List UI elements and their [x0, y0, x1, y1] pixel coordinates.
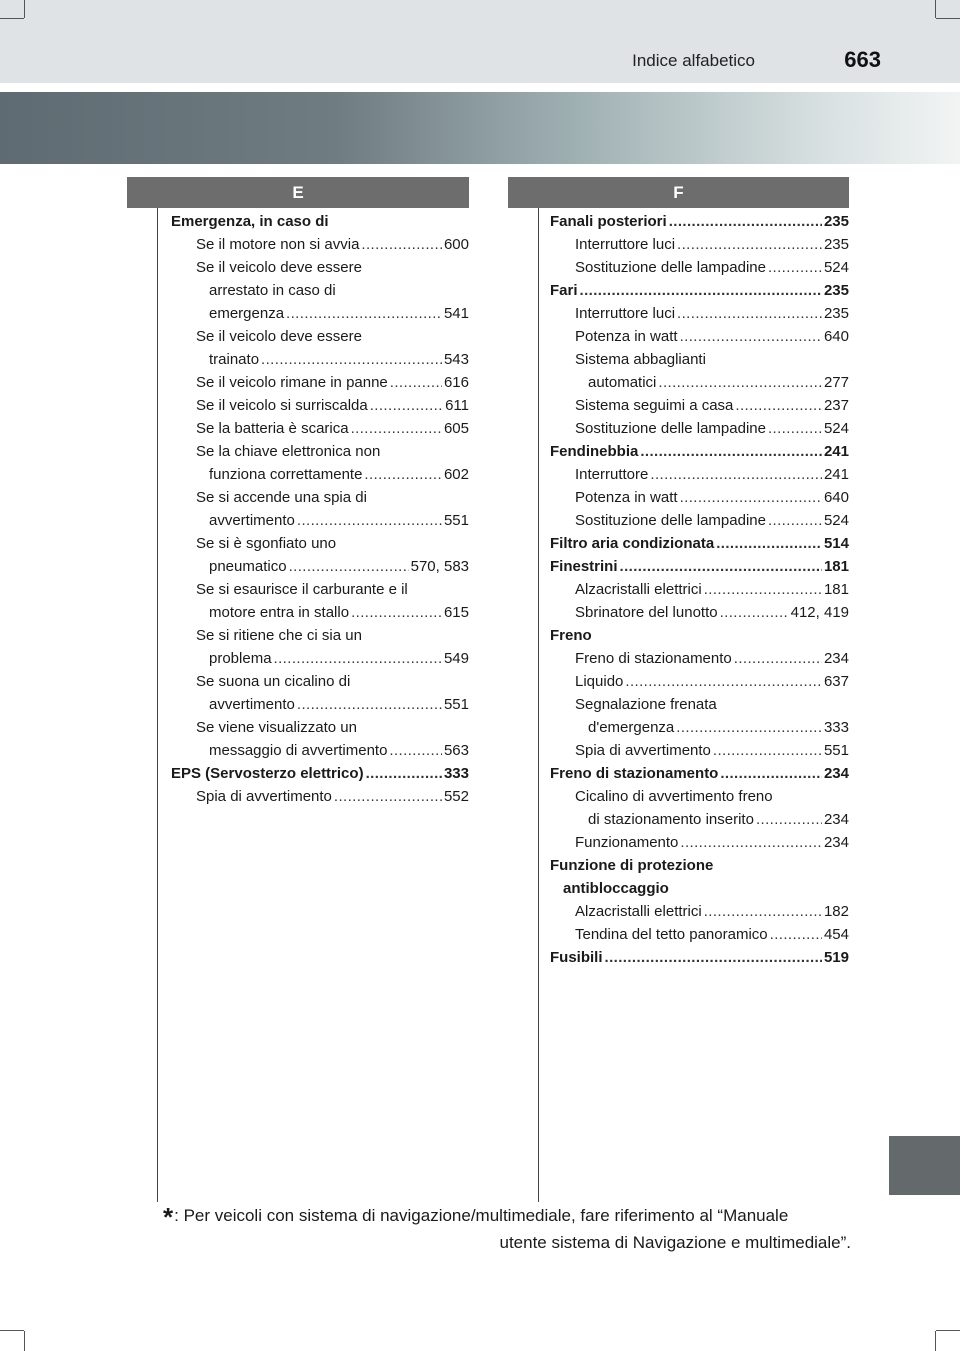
index-entry: [171, 555, 469, 578]
dot-leader: [366, 762, 442, 785]
entry-term: antibloccaggio: [563, 880, 669, 897]
index-entry: [550, 762, 849, 785]
entry-page-ref: 640: [823, 328, 849, 345]
index-entry: [550, 440, 849, 463]
entry-page-ref: 333: [823, 719, 849, 736]
entry-page-ref: 600: [443, 236, 469, 253]
crop-mark: [936, 1330, 960, 1331]
entry-term: Segnalazione frenata: [575, 696, 717, 713]
index-entry: [171, 279, 469, 302]
index-entry: [550, 785, 849, 808]
index-entry: [171, 785, 469, 808]
entry-term: Se si è sgonfiato uno: [196, 535, 337, 552]
dot-leader: [770, 923, 822, 946]
entry-term: Se il veicolo deve essere: [196, 328, 362, 345]
index-entry: [171, 578, 469, 601]
index-entry: [550, 555, 849, 578]
entry-page-ref: 563: [443, 742, 469, 759]
page-number: 663: [844, 47, 881, 72]
dot-leader: [658, 371, 822, 394]
entry-term: Interruttore: [575, 466, 649, 483]
crop-mark: [935, 0, 936, 18]
index-entry: [171, 302, 469, 325]
index-entry: [171, 348, 469, 371]
footnote-line-1: : Per veicoli con sistema di navigazione/multimediale, fare riferimento al “Manuale: [174, 1206, 789, 1225]
footnote-line-2: utente sistema di Navigazione e multimediale”.: [499, 1233, 851, 1252]
crop-mark: [936, 18, 960, 19]
entry-page-ref: 234: [823, 765, 849, 782]
index-entry: [550, 716, 849, 739]
entry-term: Liquido: [575, 673, 624, 690]
dot-leader: [261, 348, 442, 371]
entry-term: Fusibili: [550, 949, 603, 966]
entry-page-ref: 640: [823, 489, 849, 506]
index-entry: [550, 946, 849, 969]
dot-leader: [734, 647, 822, 670]
index-entry: [171, 233, 469, 256]
dot-leader: [768, 256, 822, 279]
index-entry: [171, 440, 469, 463]
dot-leader: [704, 900, 822, 923]
entry-page-ref: 181: [823, 581, 849, 598]
header-band: [0, 0, 960, 83]
dot-leader: [286, 302, 442, 325]
dot-leader: [680, 325, 822, 348]
entry-term: Fanali posteriori: [550, 213, 667, 230]
entry-term: Spia di avvertimento: [575, 742, 711, 759]
index-entry: [171, 670, 469, 693]
entry-term: Sbrinatore del lunotto: [575, 604, 718, 621]
index-entry: [550, 509, 849, 532]
entry-page-ref: 541: [443, 305, 469, 322]
entry-term: Se la chiave elettronica non: [196, 443, 381, 460]
entry-page-ref: 551: [443, 512, 469, 529]
index-entry: [550, 877, 849, 900]
entry-term: Se il veicolo rimane in panne: [196, 374, 388, 391]
chapter-tab: [889, 1136, 960, 1195]
entry-term: Filtro aria condizionata: [550, 535, 715, 552]
index-entry: [171, 371, 469, 394]
footnote-marker: *: [163, 1202, 174, 1232]
entry-term: avvertimento: [209, 696, 295, 713]
dot-leader: [289, 555, 409, 578]
column-rule-left: [157, 208, 158, 1202]
entry-term: Se il veicolo deve essere: [196, 259, 362, 276]
entry-page-ref: 333: [443, 765, 469, 782]
entry-term: Se viene visualizzato un: [196, 719, 357, 736]
dot-leader: [720, 762, 822, 785]
entry-term: Se si ritiene che ci sia un: [196, 627, 362, 644]
entry-page-ref: 277: [823, 374, 849, 391]
entry-term: Se si accende una spia di: [196, 489, 367, 506]
entry-page-ref: 234: [823, 811, 849, 828]
index-entry: [550, 417, 849, 440]
entry-term: Fendinebbia: [550, 443, 639, 460]
dot-leader: [716, 532, 822, 555]
index-entry: [550, 808, 849, 831]
index-entry: [550, 279, 849, 302]
dot-leader: [390, 371, 442, 394]
entry-page-ref: 524: [823, 512, 849, 529]
crop-mark: [0, 18, 24, 19]
entry-term: Sistema abbaglianti: [575, 351, 706, 368]
index-entry: [550, 233, 849, 256]
index-entry: [171, 601, 469, 624]
index-entry: [550, 394, 849, 417]
entry-page-ref: 551: [443, 696, 469, 713]
entry-page-ref: 181: [823, 558, 849, 575]
entry-term: d'emergenza: [588, 719, 675, 736]
crop-mark: [24, 0, 25, 18]
dot-leader: [625, 670, 822, 693]
index-entry: [550, 739, 849, 762]
dot-leader: [677, 302, 822, 325]
column-rule-middle: [538, 208, 539, 1202]
entry-term: Spia di avvertimento: [196, 788, 332, 805]
index-entry: [171, 325, 469, 348]
entry-term: Sistema seguimi a casa: [575, 397, 734, 414]
index-entry: [171, 256, 469, 279]
entry-term: Emergenza, in caso di: [171, 213, 329, 230]
entry-term: Sostituzione delle lampadine: [575, 259, 766, 276]
dot-leader: [334, 785, 442, 808]
entry-page-ref: 543: [443, 351, 469, 368]
entry-page-ref: 524: [823, 420, 849, 437]
entry-term: Interruttore luci: [575, 236, 676, 253]
entry-term: problema: [209, 650, 272, 667]
dot-leader: [580, 279, 822, 302]
dot-leader: [680, 486, 822, 509]
index-entry: [550, 486, 849, 509]
dot-leader: [650, 463, 822, 486]
index-entry: [171, 693, 469, 716]
entry-term: Se la batteria è scarica: [196, 420, 349, 437]
index-entry: [171, 647, 469, 670]
index-entry: [550, 624, 849, 647]
entry-page-ref: 570, 583: [410, 558, 469, 575]
index-entry: [550, 647, 849, 670]
entry-term: Se il motore non si avvia: [196, 236, 360, 253]
index-entry: [171, 509, 469, 532]
index-entry: [171, 394, 469, 417]
dot-leader: [640, 440, 822, 463]
footnote: [163, 1203, 851, 1255]
index-entry: [550, 693, 849, 716]
entry-term: Cicalino di avvertimento freno: [575, 788, 773, 805]
crop-mark: [935, 1331, 936, 1351]
dot-leader: [713, 739, 822, 762]
entry-term: trainato: [209, 351, 260, 368]
dot-leader: [768, 417, 822, 440]
index-entry: [550, 463, 849, 486]
entry-page-ref: 616: [443, 374, 469, 391]
entry-page-ref: 514: [823, 535, 849, 552]
dot-leader: [389, 739, 442, 762]
index-entry: [171, 716, 469, 739]
entry-page-ref: 615: [443, 604, 469, 621]
entry-term: Sostituzione delle lampadine: [575, 420, 766, 437]
dot-leader: [351, 601, 442, 624]
index-entry: [550, 831, 849, 854]
dot-leader: [676, 716, 822, 739]
entry-term: Freno di stazionamento: [575, 650, 732, 667]
entry-page-ref: 241: [823, 443, 849, 460]
section-title: Indice alfabetico: [632, 51, 755, 70]
index-entry: [550, 325, 849, 348]
entry-page-ref: 412, 419: [790, 604, 849, 621]
entry-term: Se si esaurisce il carburante e il: [196, 581, 408, 598]
dot-leader: [297, 693, 442, 716]
dot-leader: [370, 394, 443, 417]
index-entry: [171, 739, 469, 762]
entry-term: messaggio di avvertimento: [209, 742, 388, 759]
dot-leader: [297, 509, 442, 532]
dot-leader: [620, 555, 822, 578]
index-entry: [171, 210, 469, 233]
index-entry: [171, 762, 469, 785]
column-header-f: F: [508, 177, 849, 208]
entry-page-ref: 549: [443, 650, 469, 667]
entry-term: funziona correttamente: [209, 466, 363, 483]
dot-leader: [361, 233, 442, 256]
index-entry: [550, 923, 849, 946]
index-entry: [171, 417, 469, 440]
entry-term: di stazionamento inserito: [588, 811, 754, 828]
entry-page-ref: 454: [823, 926, 849, 943]
entry-term: Fari: [550, 282, 578, 299]
dot-leader: [669, 210, 822, 233]
entry-page-ref: 524: [823, 259, 849, 276]
entry-term: Funzionamento: [575, 834, 679, 851]
entry-page-ref: 234: [823, 834, 849, 851]
dot-leader: [768, 509, 822, 532]
index-entry: [550, 210, 849, 233]
index-entry: [550, 601, 849, 624]
index-entry: [550, 302, 849, 325]
entry-term: Potenza in watt: [575, 328, 678, 345]
entry-page-ref: 605: [443, 420, 469, 437]
entry-page-ref: 551: [823, 742, 849, 759]
entry-term: Alzacristalli elettrici: [575, 581, 702, 598]
entry-term: Alzacristalli elettrici: [575, 903, 702, 920]
entry-term: Interruttore luci: [575, 305, 676, 322]
dot-leader: [364, 463, 442, 486]
entry-page-ref: 182: [823, 903, 849, 920]
index-column-f: [550, 210, 849, 969]
entry-term: EPS (Servosterzo elettrico): [171, 765, 364, 782]
entry-term: motore entra in stallo: [209, 604, 350, 621]
entry-term: emergenza: [209, 305, 285, 322]
entry-term: automatici: [588, 374, 657, 391]
dot-leader: [720, 601, 789, 624]
entry-term: Potenza in watt: [575, 489, 678, 506]
header-gradient-band: [0, 92, 960, 164]
dot-leader: [351, 417, 442, 440]
entry-term: Freno di stazionamento: [550, 765, 719, 782]
index-entry: [171, 532, 469, 555]
index-entry: [550, 256, 849, 279]
crop-mark: [0, 1330, 24, 1331]
column-header-e: E: [127, 177, 469, 208]
index-entry: [550, 900, 849, 923]
index-entry: [171, 624, 469, 647]
index-column-e: [171, 210, 469, 808]
entry-term: Freno: [550, 627, 592, 644]
entry-page-ref: 235: [823, 305, 849, 322]
entry-term: Sostituzione delle lampadine: [575, 512, 766, 529]
index-entry: [171, 463, 469, 486]
entry-term: Funzione di protezione: [550, 857, 714, 874]
entry-term: Finestrini: [550, 558, 618, 575]
crop-mark: [24, 1331, 25, 1351]
index-entry: [550, 854, 849, 877]
index-entry: [550, 532, 849, 555]
entry-term: arrestato in caso di: [209, 282, 336, 299]
dot-leader: [704, 578, 822, 601]
entry-page-ref: 552: [443, 788, 469, 805]
index-entry: [550, 371, 849, 394]
entry-term: avvertimento: [209, 512, 295, 529]
dot-leader: [735, 394, 822, 417]
entry-term: Se suona un cicalino di: [196, 673, 351, 690]
entry-page-ref: 611: [445, 397, 469, 414]
entry-term: Se il veicolo si surriscalda: [196, 397, 368, 414]
index-entry: [550, 348, 849, 371]
dot-leader: [756, 808, 822, 831]
entry-term: Tendina del tetto panoramico: [575, 926, 768, 943]
index-entry: [171, 486, 469, 509]
entry-page-ref: 637: [823, 673, 849, 690]
entry-page-ref: 235: [823, 282, 849, 299]
entry-page-ref: 602: [443, 466, 469, 483]
entry-page-ref: 241: [823, 466, 849, 483]
dot-leader: [605, 946, 822, 969]
entry-page-ref: 235: [823, 213, 849, 230]
index-entry: [550, 670, 849, 693]
dot-leader: [680, 831, 822, 854]
entry-term: pneumatico: [209, 558, 287, 575]
entry-page-ref: 234: [823, 650, 849, 667]
entry-page-ref: 519: [823, 949, 849, 966]
dot-leader: [274, 647, 442, 670]
dot-leader: [677, 233, 822, 256]
entry-page-ref: 237: [823, 397, 849, 414]
entry-page-ref: 235: [823, 236, 849, 253]
index-entry: [550, 578, 849, 601]
